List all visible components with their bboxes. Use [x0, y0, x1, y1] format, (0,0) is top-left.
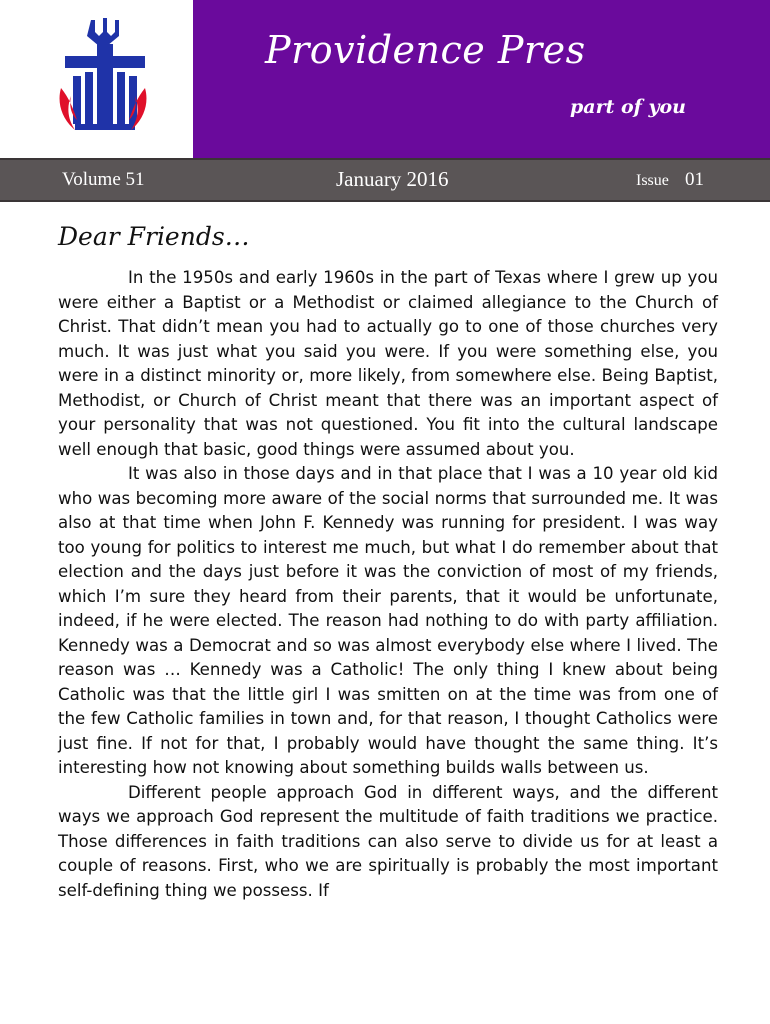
presbyterian-seal-icon — [55, 18, 151, 138]
article-paragraph: Different people approach God in different ways, and the different ways we approach God represent the multitude of faith traditions we practice. Those differences in faith traditions can also serve to divide us for at least a couple of reasons. First, who we are spiritually is probably the most important self-defining thing we possess. If — [58, 782, 718, 900]
article-body — [58, 266, 718, 903]
newsletter-title: Providence Pres — [265, 28, 586, 72]
masthead-banner — [193, 0, 770, 158]
issue-number: 01 — [685, 169, 704, 190]
volume-label: Volume 51 — [62, 169, 145, 190]
article-title: Dear Friends… — [58, 222, 250, 251]
issue-info-bar — [0, 158, 770, 202]
article-paragraph: It was also in those days and in that place that I was a 10 year old kid who was becoming more aware of the social norms that surrounded me. It was also at that time when John F. Kennedy was running for president. I was way too young for politics to interest me much, but what I do remember about that election and the days just before it was the conviction of most of my friends, which I’m sure they heard from their parents, that it would be unfortunate, indeed, if he were elected. The reason had nothing to do with party affiliation. Kennedy was a Democrat and so was almost everybody else where I lived. The reason was … Kennedy was a Catholic! The only thing I knew about being Catholic was that the little girl I was smitten on at the time was from one of the few Catholic families in town and, for that reason, I thought Catholics were just fine. If not for that, I probably would have thought the same thing. It’s interesting how not knowing about something builds walls between us. — [58, 464, 718, 777]
issue-date: January 2016 — [336, 167, 449, 191]
newsletter-tagline: part of you — [570, 96, 686, 118]
logo-panel — [0, 0, 193, 158]
article-paragraph: In the 1950s and early 1960s in the part of Texas where I grew up you were either a Baptist or a Methodist or claimed allegiance to the Church of Christ. That didn’t mean you had to actually go to one of those churches very much. It was just what you said you were. If you were something else, you were in a distinct minority or, more likely, from somewhere else. Being Baptist, Methodist, or Church of Christ meant that there was an important aspect of your personality that was not questioned. You fit into the cultural landscape well enough that basic, good things were assumed about you. — [58, 268, 718, 459]
issue-label: Issue — [636, 172, 669, 189]
